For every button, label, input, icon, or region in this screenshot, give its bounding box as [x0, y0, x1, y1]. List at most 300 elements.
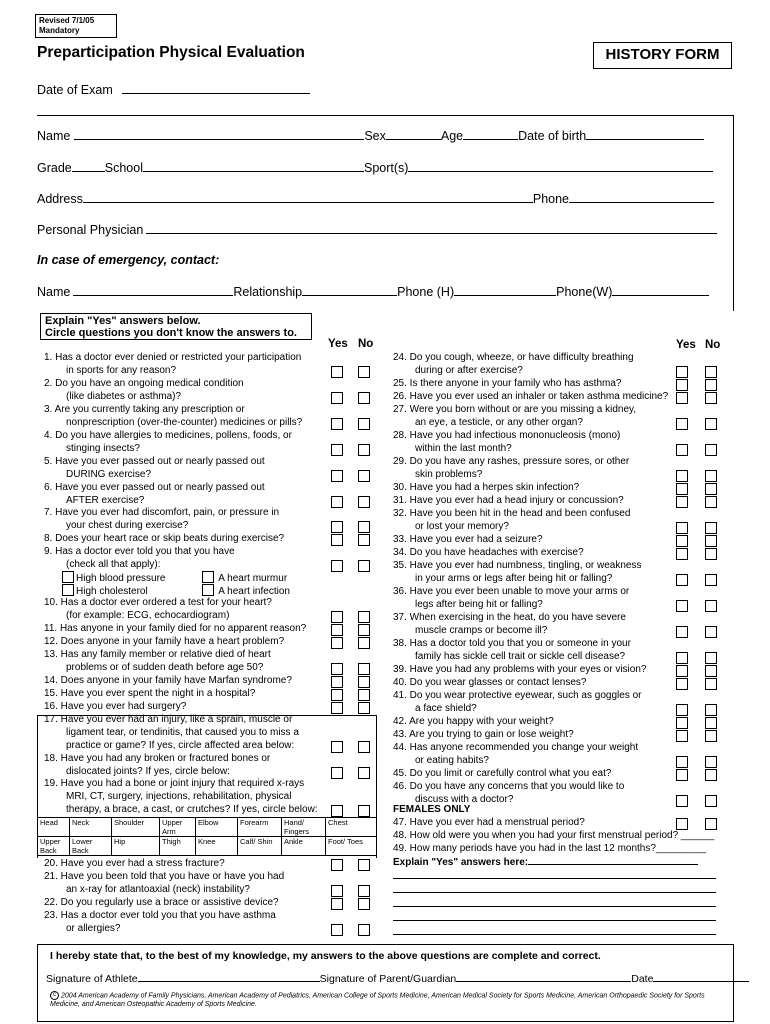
- question-item: [44, 456, 265, 482]
- date-label: Date: [631, 973, 654, 985]
- no-checkbox[interactable]: [358, 392, 370, 404]
- question-item: [393, 716, 554, 729]
- q9-checkbox-murmur[interactable]: [202, 571, 214, 583]
- revision-status: Mandatory: [39, 26, 80, 35]
- yes-checkbox[interactable]: [676, 678, 688, 690]
- body-area-cell[interactable]: Hand/ Fingers: [282, 818, 326, 837]
- yes-checkbox[interactable]: [676, 704, 688, 716]
- yes-checkbox[interactable]: [676, 665, 688, 677]
- q9-option-murmur: A heart murmur: [218, 573, 288, 584]
- yes-checkbox[interactable]: [331, 702, 343, 714]
- question-text-continued: during or after exercise?: [415, 364, 523, 376]
- question-item: [393, 560, 641, 586]
- no-checkbox[interactable]: [358, 898, 370, 910]
- no-checkbox[interactable]: [358, 534, 370, 546]
- question-item: [44, 910, 276, 936]
- no-checkbox[interactable]: [705, 379, 717, 391]
- question-item: [393, 508, 630, 534]
- question-text-continued: or eating habits?: [415, 754, 489, 766]
- question-text: 12. Does anyone in your family have a heart problem?: [44, 636, 285, 647]
- question-text-continued: (like diabetes or asthma)?: [66, 390, 182, 402]
- phone-h-field[interactable]: [454, 284, 556, 296]
- explain-instructions: [40, 313, 312, 340]
- age-label: Age: [440, 129, 464, 143]
- question-text: 4. Do you have allergies to medicines, pollens, foods, or: [44, 430, 292, 441]
- question-text: 13. Has any family member or relative died of heart: [44, 649, 271, 660]
- signature-athlete-field[interactable]: [138, 973, 320, 982]
- yes-checkbox[interactable]: [676, 522, 688, 534]
- yes-checkbox[interactable]: [676, 652, 688, 664]
- question-text: 20. Have you ever had a stress fracture?: [44, 858, 225, 869]
- physician-field[interactable]: [146, 222, 717, 234]
- q9-checkbox-infection[interactable]: [202, 584, 214, 596]
- no-checkbox[interactable]: [705, 730, 717, 742]
- question-text-continued: (check all that apply):: [66, 558, 161, 570]
- yes-checkbox[interactable]: [331, 637, 343, 649]
- no-checkbox[interactable]: [705, 496, 717, 508]
- grade-row: [37, 160, 713, 175]
- body-area-cell[interactable]: Calf/ Shin: [238, 837, 282, 856]
- no-checkbox[interactable]: [705, 366, 717, 378]
- sports-field[interactable]: [408, 160, 713, 172]
- no-checkbox[interactable]: [358, 470, 370, 482]
- no-checkbox[interactable]: [705, 769, 717, 781]
- injury-row-2: [38, 837, 377, 856]
- question-item: [393, 456, 629, 482]
- yes-checkbox[interactable]: [331, 676, 343, 688]
- question-text-continued: practice or game? If yes, circle affected area below:: [66, 739, 295, 751]
- signature-row: [46, 973, 749, 985]
- question-item: [44, 623, 306, 636]
- female-question-48: 48. How old were you when you had your first menstrual period? ______: [393, 830, 715, 841]
- school-field[interactable]: [143, 160, 364, 172]
- yes-checkbox[interactable]: [676, 626, 688, 638]
- question-item: [44, 701, 186, 714]
- body-area-cell[interactable]: Shoulder: [112, 818, 160, 837]
- no-checkbox[interactable]: [705, 444, 717, 456]
- no-checkbox[interactable]: [358, 560, 370, 572]
- ec-name-field[interactable]: [73, 284, 233, 296]
- body-area-cell[interactable]: Lower Back: [70, 837, 112, 856]
- personal-info-box: [37, 115, 734, 311]
- question-text-continued: muscle cramps or become ill?: [415, 624, 548, 636]
- question-text-continued: in your arms or legs after being hit or falling?: [415, 572, 613, 584]
- q9-option-hbp: High blood pressure: [76, 573, 166, 584]
- q9-checkbox-cholesterol[interactable]: [62, 584, 74, 596]
- body-area-cell[interactable]: Ankle: [282, 837, 326, 856]
- no-checkbox[interactable]: [705, 522, 717, 534]
- yes-checkbox[interactable]: [676, 496, 688, 508]
- no-checkbox[interactable]: [705, 652, 717, 664]
- no-checkbox[interactable]: [705, 756, 717, 768]
- question-item: [393, 781, 624, 807]
- name-field[interactable]: [74, 128, 364, 140]
- copyright-icon: c: [50, 991, 59, 1000]
- yes-checkbox[interactable]: [676, 366, 688, 378]
- question-text: 3. Are you currently taking any prescription or: [44, 404, 245, 415]
- body-area-cell[interactable]: Thigh: [160, 837, 196, 856]
- question-item: [393, 729, 574, 742]
- question-text: 23. Has a doctor ever told you that you have asthma: [44, 910, 276, 921]
- question-item: [393, 378, 621, 391]
- explain-line-field[interactable]: [393, 920, 716, 921]
- yes-checkbox[interactable]: [331, 898, 343, 910]
- question-text: 44. Has anyone recommended you change your weight: [393, 742, 639, 753]
- question-text-continued: DURING exercise?: [66, 468, 152, 480]
- explain-yes-label: [393, 856, 698, 870]
- question-text: 7. Have you ever had discomfort, pain, or pressure in: [44, 507, 280, 518]
- question-text: 15. Have you ever spent the night in a hospital?: [44, 688, 256, 699]
- yes-checkbox[interactable]: [331, 624, 343, 636]
- yes-checkbox[interactable]: [676, 444, 688, 456]
- yes-checkbox[interactable]: [676, 600, 688, 612]
- yes-checkbox[interactable]: [676, 470, 688, 482]
- no-checkbox[interactable]: [358, 418, 370, 430]
- address-label: Address: [37, 192, 83, 206]
- question-item: [44, 675, 292, 688]
- yes-checkbox[interactable]: [676, 392, 688, 404]
- signature-parent-field[interactable]: [456, 973, 631, 982]
- yes-checkbox[interactable]: [676, 483, 688, 495]
- question-item: [393, 404, 636, 430]
- question-text: 24. Do you cough, wheeze, or have difficulty breathing: [393, 352, 634, 363]
- yes-header-left: Yes: [328, 338, 348, 350]
- yes-checkbox[interactable]: [331, 560, 343, 572]
- body-area-cell[interactable]: Hip: [112, 837, 160, 856]
- no-checkbox[interactable]: [358, 496, 370, 508]
- phone-h-label: Phone (H): [397, 285, 455, 299]
- question-text-continued: nonprescription (over-the-counter) medicines or pills?: [66, 416, 303, 428]
- question-item: [44, 688, 255, 701]
- physician-label: Personal Physician: [37, 223, 144, 237]
- signature-athlete-label: Signature of Athlete: [46, 973, 138, 985]
- emergency-heading: In case of emergency, contact:: [37, 253, 220, 267]
- date-of-exam-field[interactable]: [122, 82, 310, 94]
- question-text: 16. Have you ever had surgery?: [44, 701, 187, 712]
- signature-parent-label: Signature of Parent/Guardian: [319, 973, 457, 985]
- injury-row-1: [38, 818, 377, 837]
- no-checkbox[interactable]: [705, 600, 717, 612]
- question-text: 41. Do you wear protective eyewear, such as goggles or: [393, 690, 642, 701]
- q47-yes-checkbox[interactable]: [676, 818, 688, 830]
- question-text-continued: an x-ray for atlantoaxial (neck) instability?: [66, 883, 250, 895]
- no-checkbox[interactable]: [358, 637, 370, 649]
- question-text: 1. Has a doctor ever denied or restricted your participation: [44, 352, 302, 363]
- no-checkbox[interactable]: [358, 624, 370, 636]
- question-text-continued: in sports for any reason?: [66, 364, 177, 376]
- no-checkbox[interactable]: [705, 717, 717, 729]
- question-text: 8. Does your heart race or skip beats during exercise?: [44, 533, 285, 544]
- question-text-continued: AFTER exercise?: [66, 494, 145, 506]
- no-checkbox[interactable]: [705, 704, 717, 716]
- question-item: [44, 597, 272, 623]
- question-text-continued: legs after being hit or falling?: [415, 598, 543, 610]
- yes-checkbox[interactable]: [331, 663, 343, 675]
- yes-checkbox[interactable]: [331, 470, 343, 482]
- question-text: 21. Have you been told that you have or have you had: [44, 871, 285, 882]
- question-item: [393, 391, 668, 404]
- no-checkbox[interactable]: [705, 665, 717, 677]
- phone-w-label: Phone(W): [556, 285, 613, 299]
- page-title: Preparticipation Physical Evaluation: [37, 44, 305, 61]
- question-item: [44, 352, 301, 378]
- address-field[interactable]: [83, 191, 533, 203]
- question-text: 2. Do you have an ongoing medical condition: [44, 378, 244, 389]
- yes-checkbox[interactable]: [331, 859, 343, 871]
- emergency-row: [37, 284, 709, 299]
- q9-checkbox-hbp[interactable]: [62, 571, 74, 583]
- address-row: [37, 191, 714, 206]
- name-row: [37, 128, 704, 143]
- question-item: [393, 430, 620, 456]
- question-text: 5. Have you ever passed out or nearly passed out: [44, 456, 265, 467]
- question-item: [393, 534, 543, 547]
- question-item: [393, 690, 641, 716]
- question-text: 17. Have you ever had an injury, like a sprain, muscle or: [44, 714, 293, 725]
- question-text: 38. Has a doctor told you that you or someone in your: [393, 638, 631, 649]
- question-text-continued: ligament tear, or tendinitis, that caused you to miss a: [66, 726, 299, 738]
- body-area-cell[interactable]: Knee: [196, 837, 238, 856]
- phone-label: Phone: [532, 192, 570, 206]
- q47-no-checkbox[interactable]: [705, 818, 717, 830]
- date-of-exam-row: [37, 82, 310, 97]
- question-text: 18. Have you had any broken or fractured bones or: [44, 753, 271, 764]
- body-area-cell[interactable]: Elbow: [196, 818, 238, 837]
- yes-checkbox[interactable]: [331, 418, 343, 430]
- no-checkbox[interactable]: [705, 535, 717, 547]
- question-text: 22. Do you regularly use a brace or assistive device?: [44, 897, 279, 908]
- yes-checkbox[interactable]: [676, 756, 688, 768]
- yes-checkbox[interactable]: [331, 366, 343, 378]
- question-text-continued: dislocated joints? If yes, circle below:: [66, 765, 230, 777]
- question-text: 46. Do you have any concerns that you would like to: [393, 781, 625, 792]
- q9-option-cholesterol: High cholesterol: [76, 586, 148, 597]
- question-text-continued: a face shield?: [415, 702, 477, 714]
- yes-checkbox[interactable]: [331, 496, 343, 508]
- question-item: [393, 677, 586, 690]
- date-of-exam-label: Date of Exam: [37, 83, 113, 97]
- no-header-right: No: [705, 339, 721, 351]
- grade-label: Grade: [37, 161, 72, 175]
- question-text-continued: within the last month?: [415, 442, 512, 454]
- body-area-cell[interactable]: Chest: [326, 818, 377, 837]
- question-text-continued: or lost your memory?: [415, 520, 509, 532]
- no-checkbox[interactable]: [358, 444, 370, 456]
- question-item: [44, 546, 235, 572]
- question-text: 45. Do you limit or carefully control what you eat?: [393, 768, 612, 779]
- revision-date: Revised 7/1/05: [39, 16, 95, 25]
- body-area-cell[interactable]: Forearm: [238, 818, 282, 837]
- female-question-47: 47. Have you ever had a menstrual period?: [393, 817, 585, 828]
- yes-checkbox[interactable]: [676, 418, 688, 430]
- phone-w-field[interactable]: [612, 284, 709, 296]
- no-header-left: No: [358, 338, 374, 350]
- no-checkbox[interactable]: [358, 676, 370, 688]
- question-item: [393, 482, 579, 495]
- question-text-continued: or allergies?: [66, 922, 121, 934]
- relationship-label: Relationship: [233, 285, 303, 299]
- no-checkbox[interactable]: [705, 418, 717, 430]
- revision-box: [35, 14, 117, 38]
- no-checkbox[interactable]: [358, 689, 370, 701]
- yes-checkbox[interactable]: [331, 521, 343, 533]
- yes-checkbox[interactable]: [676, 379, 688, 391]
- question-item: [393, 638, 631, 664]
- question-item: [393, 768, 611, 781]
- question-item: [44, 649, 271, 675]
- ec-name-label: Name: [37, 285, 71, 299]
- question-text: 6. Have you ever passed out or nearly passed out: [44, 482, 265, 493]
- question-item: [44, 897, 279, 910]
- no-checkbox[interactable]: [705, 678, 717, 690]
- question-text-continued: problems or of sudden death before age 50?: [66, 661, 264, 673]
- question-item: [44, 858, 225, 871]
- question-text-continued: an eye, a testicle, or any other organ?: [415, 416, 583, 428]
- question-item: [393, 352, 634, 378]
- no-checkbox[interactable]: [705, 548, 717, 560]
- question-text: 40. Do you wear glasses or contact lenses?: [393, 677, 587, 688]
- sex-label: Sex: [364, 129, 386, 143]
- question-item: [44, 404, 302, 430]
- question-text: 34. Do you have headaches with exercise?: [393, 547, 584, 558]
- no-checkbox[interactable]: [705, 626, 717, 638]
- explain-line-field[interactable]: [393, 934, 716, 935]
- yes-checkbox[interactable]: [331, 924, 343, 936]
- yes-checkbox[interactable]: [331, 534, 343, 546]
- no-checkbox[interactable]: [358, 611, 370, 623]
- age-field[interactable]: [463, 128, 518, 140]
- question-text-continued: skin problems?: [415, 468, 483, 480]
- physician-row: [37, 222, 717, 237]
- question-text: 14. Does anyone in your family have Marfan syndrome?: [44, 675, 292, 686]
- relationship-field[interactable]: [302, 284, 397, 296]
- question-text: 42. Are you happy with your weight?: [393, 716, 554, 727]
- no-checkbox[interactable]: [358, 663, 370, 675]
- copyright-notice: [50, 991, 720, 1009]
- explain-line-field[interactable]: [528, 856, 698, 865]
- yes-checkbox[interactable]: [676, 717, 688, 729]
- yes-checkbox[interactable]: [331, 611, 343, 623]
- body-area-cell[interactable]: Neck: [70, 818, 112, 837]
- no-checkbox[interactable]: [358, 885, 370, 897]
- body-area-cell[interactable]: Foot/ Toes: [326, 837, 377, 856]
- question-item: [393, 586, 629, 612]
- question-text: 9. Has a doctor ever told you that you have: [44, 546, 235, 557]
- name-label: Name: [37, 129, 71, 143]
- no-checkbox[interactable]: [705, 574, 717, 586]
- no-checkbox[interactable]: [705, 392, 717, 404]
- question-item: [393, 612, 626, 638]
- question-text-continued: discuss with a doctor?: [415, 793, 514, 805]
- question-text: 33. Have you ever had a seizure?: [393, 534, 543, 545]
- question-item: [44, 482, 265, 508]
- question-text: 43. Are you trying to gain or lose weight?: [393, 729, 574, 740]
- question-text: 10. Has a doctor ever ordered a test for your heart?: [44, 597, 272, 608]
- no-checkbox[interactable]: [705, 795, 717, 807]
- yes-checkbox[interactable]: [331, 689, 343, 701]
- question-text: 26. Have you ever used an inhaler or taken asthma medicine?: [393, 391, 669, 402]
- question-text: 29. Do you have any rashes, pressure sores, or other: [393, 456, 630, 467]
- question-item: [44, 507, 279, 533]
- yes-checkbox[interactable]: [331, 444, 343, 456]
- question-item: [44, 636, 284, 649]
- no-checkbox[interactable]: [705, 483, 717, 495]
- no-checkbox[interactable]: [358, 521, 370, 533]
- question-item: [393, 742, 638, 768]
- school-label: School: [104, 161, 143, 175]
- question-text-continued: family has sickle cell trait or sickle cell disease?: [415, 650, 626, 662]
- question-text-continued: your chest during exercise?: [66, 519, 189, 531]
- sex-field[interactable]: [386, 128, 441, 140]
- question-text: 37. When exercising in the heat, do you have severe: [393, 612, 626, 623]
- body-area-cell[interactable]: Upper Arm: [160, 818, 196, 837]
- grade-field[interactable]: [72, 160, 105, 172]
- question-text: 35. Have you ever had numbness, tingling, or weakness: [393, 560, 642, 571]
- explain-line2: Circle questions you don't know the answers to.: [45, 327, 297, 339]
- question-text: 30. Have you had a herpes skin infection?: [393, 482, 580, 493]
- body-area-cell[interactable]: Upper Back: [38, 837, 70, 856]
- yes-checkbox[interactable]: [676, 769, 688, 781]
- question-text: 36. Have you ever been unable to move your arms or: [393, 586, 630, 597]
- no-checkbox[interactable]: [358, 924, 370, 936]
- question-text: 31. Have you ever had a head injury or concussion?: [393, 495, 624, 506]
- question-text: 19. Have you had a bone or joint injury that required x-rays: [44, 778, 305, 789]
- certification-statement: I hereby state that, to the best of my knowledge, my answers to the above questions are complete and correct.: [50, 950, 601, 962]
- question-text-continued: stinging insects?: [66, 442, 140, 454]
- question-item: [44, 871, 284, 897]
- yes-checkbox[interactable]: [676, 574, 688, 586]
- explain-line-field[interactable]: [393, 892, 716, 893]
- explain-line-field[interactable]: [393, 906, 716, 907]
- question-text-continued: therapy, a brace, a cast, or crutches? If yes, circle below:: [66, 803, 318, 815]
- question-item: [44, 533, 284, 546]
- copyright-text: 2004 American Academy of Family Physicians, American Academy of Pediatrics, American College of Sports Medicine, American Medical Society for Sports Medicine, American Orthopaedic Society for Sports Medicine, and American Osteopathic Academy of Sports Medicine.: [50, 992, 705, 1009]
- no-checkbox[interactable]: [358, 366, 370, 378]
- question-text: 27. Were you born without or are you missing a kidney,: [393, 404, 637, 415]
- yes-checkbox[interactable]: [331, 392, 343, 404]
- yes-checkbox[interactable]: [676, 548, 688, 560]
- question-item: [44, 378, 244, 404]
- yes-checkbox[interactable]: [676, 730, 688, 742]
- female-question-49: 49. How many periods have you had in the last 12 months?_________: [393, 843, 706, 854]
- date-field[interactable]: [653, 973, 749, 982]
- explain-yes-text: Explain "Yes" answers here:: [393, 857, 529, 868]
- explain-line1: Explain "Yes" answers below.: [45, 315, 201, 327]
- question-item: [393, 547, 584, 560]
- dob-field[interactable]: [586, 128, 704, 140]
- explain-line-field[interactable]: [393, 878, 716, 879]
- question-item: [393, 664, 646, 677]
- yes-checkbox[interactable]: [331, 885, 343, 897]
- question-text-continued: (for example: ECG, echocardiogram): [66, 609, 230, 621]
- no-checkbox[interactable]: [358, 859, 370, 871]
- phone-field[interactable]: [569, 191, 714, 203]
- yes-header-right: Yes: [676, 339, 696, 351]
- question-text: 11. Has anyone in your family died for no apparent reason?: [44, 623, 307, 634]
- body-area-cell[interactable]: Head: [38, 818, 70, 837]
- question-text-continued: MRI, CT, surgery, injections, rehabilitation, physical: [66, 790, 292, 802]
- question-item: [393, 495, 624, 508]
- no-checkbox[interactable]: [358, 702, 370, 714]
- q9-option-infection: A heart infection: [218, 586, 290, 597]
- question-item: [44, 430, 292, 456]
- no-checkbox[interactable]: [705, 470, 717, 482]
- yes-checkbox[interactable]: [676, 795, 688, 807]
- question-text: 25. Is there anyone in your family who has asthma?: [393, 378, 622, 389]
- yes-checkbox[interactable]: [676, 535, 688, 547]
- question-text: 39. Have you had any problems with your eyes or vision?: [393, 664, 647, 675]
- females-only-heading: FEMALES ONLY: [393, 804, 471, 815]
